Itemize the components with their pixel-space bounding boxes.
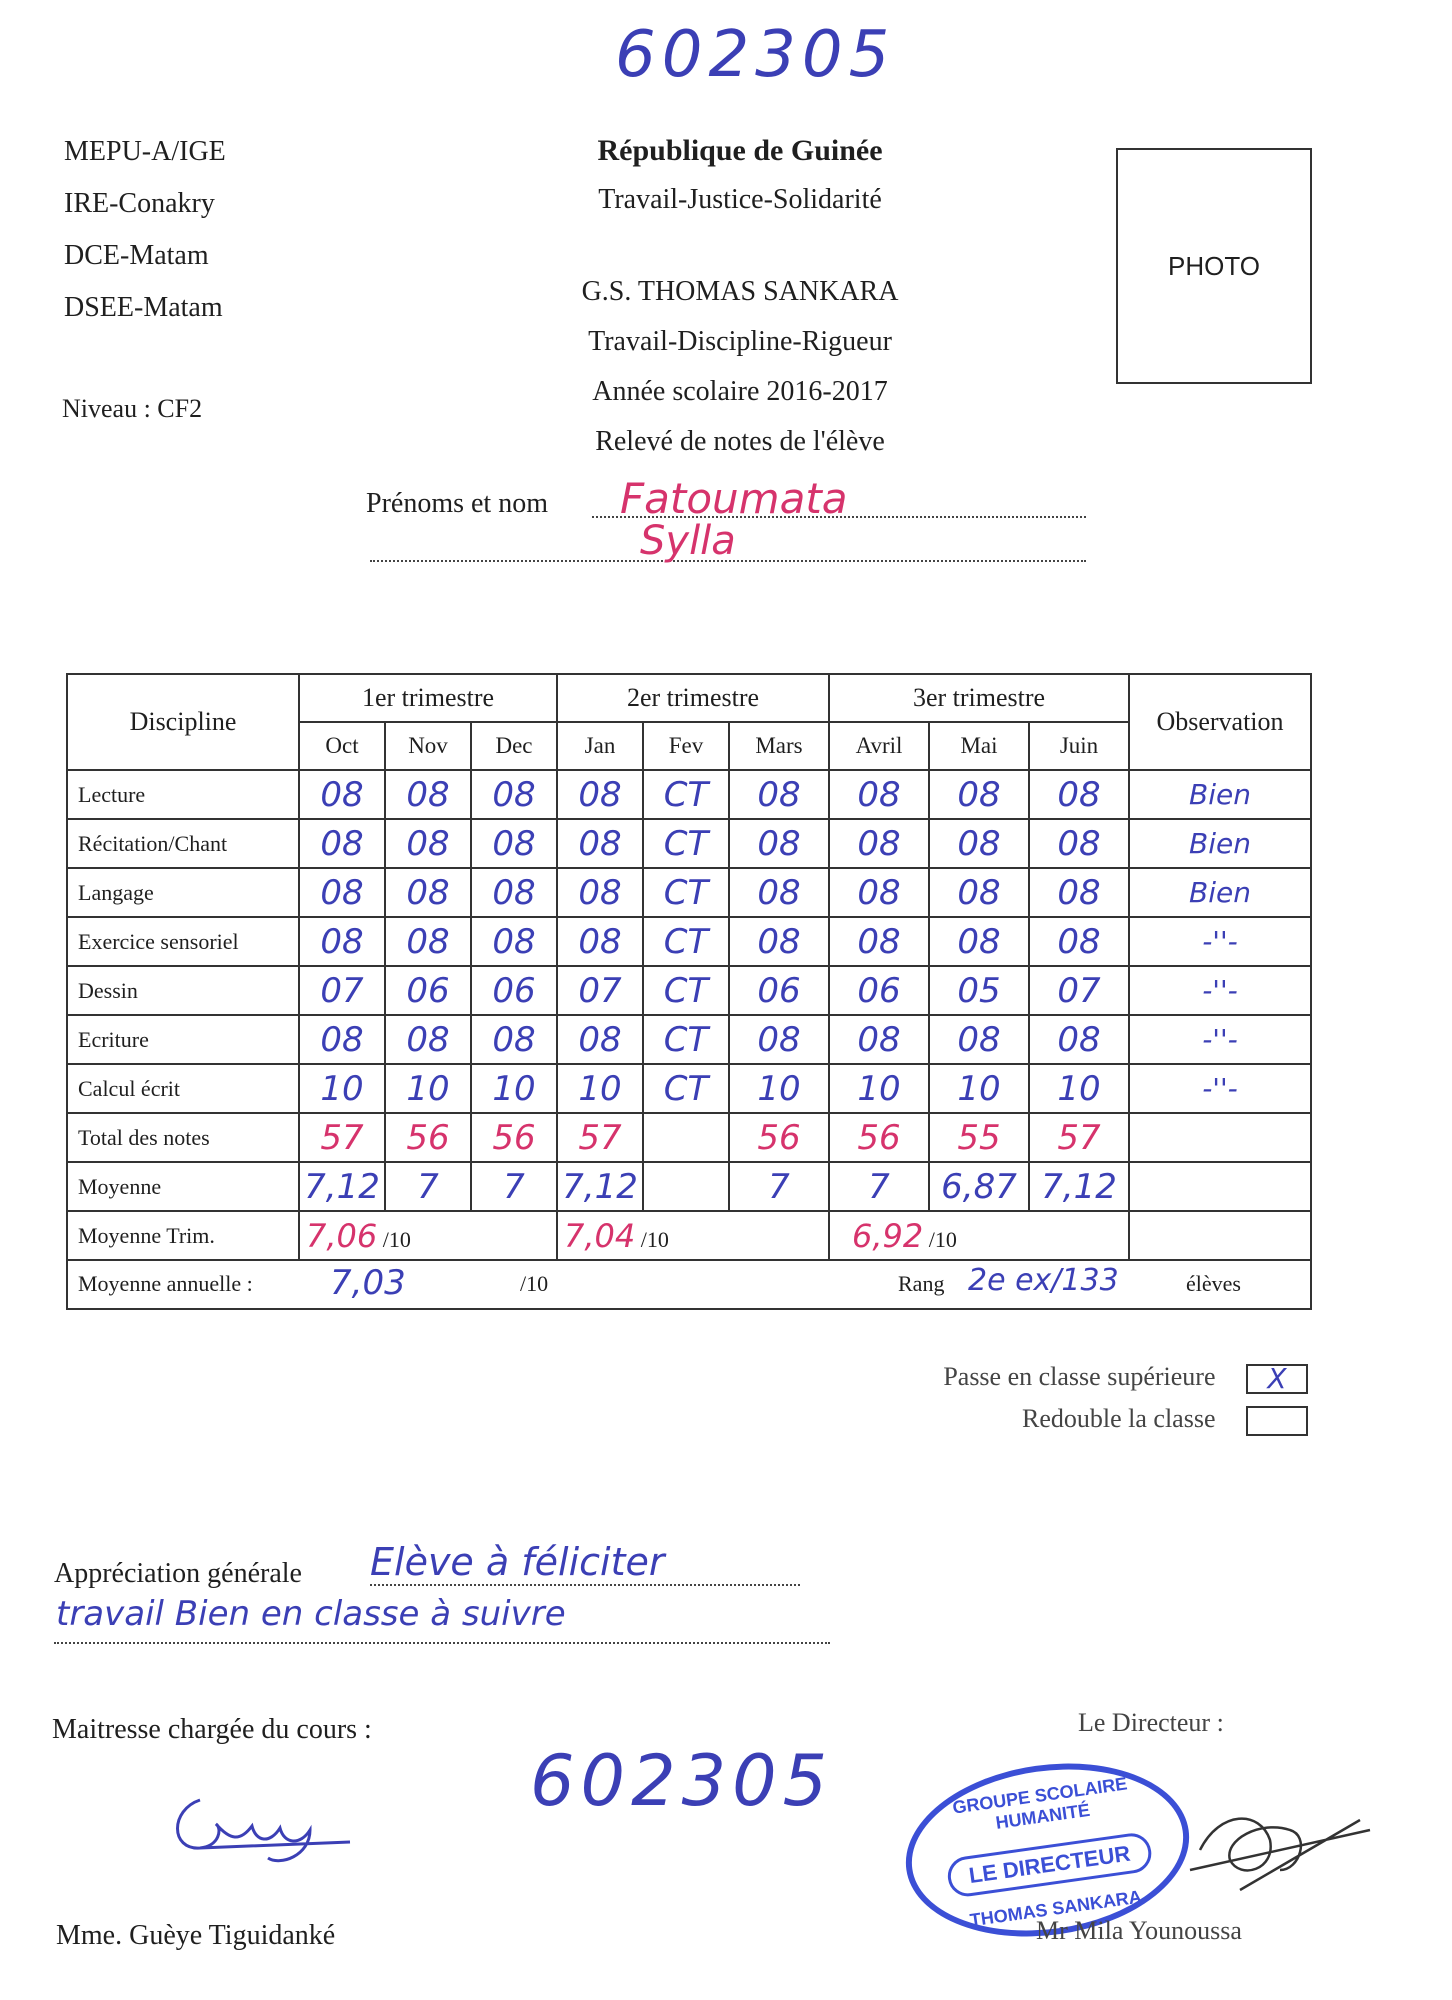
document-title: Relevé de notes de l'élève (595, 426, 885, 457)
total-cell: 56 (829, 1113, 929, 1162)
grade-cell: 10 (299, 1064, 385, 1113)
obs-empty (1129, 1162, 1311, 1211)
grade-cell: 08 (929, 819, 1029, 868)
subject-name: Ecriture (67, 1015, 299, 1064)
moyenne-cell: 7 (385, 1162, 471, 1211)
grade-cell: 08 (1029, 1015, 1129, 1064)
month-header: Oct (299, 722, 385, 770)
subject-row (67, 770, 1311, 819)
out-of-label: /10 (640, 1226, 669, 1252)
grade-cell: 08 (471, 770, 557, 819)
grade-cell: 06 (729, 966, 829, 1015)
month-header: Jan (557, 722, 643, 770)
grade-cell: 08 (557, 1015, 643, 1064)
teacher-signature-icon (160, 1780, 360, 1870)
stamp-middle-text: LE DIRECTEUR (946, 1831, 1154, 1899)
grade-cell: 10 (557, 1064, 643, 1113)
trimester-header: 2er trimestre (557, 674, 829, 722)
grade-cell: 10 (1029, 1064, 1129, 1113)
rang-value: 2e ex/133 (968, 1263, 1119, 1298)
grade-cell: 08 (1029, 770, 1129, 819)
observation-cell: -''- (1129, 917, 1311, 966)
grade-cell: 08 (1029, 819, 1129, 868)
observation-cell: Bien (1129, 770, 1311, 819)
grade-cell: 08 (829, 770, 929, 819)
moyenne-cell: 7 (829, 1162, 929, 1211)
month-header: Juin (1029, 722, 1129, 770)
observation-cell: Bien (1129, 868, 1311, 917)
republic-title: République de Guinée (597, 134, 883, 167)
total-cell: 57 (299, 1113, 385, 1162)
grade-cell: CT (643, 1015, 729, 1064)
ministry-line: DSEE-Matam (64, 292, 223, 323)
grade-cell: 06 (471, 966, 557, 1015)
moyenne-trim-row (67, 1211, 1311, 1260)
grade-cell: 08 (829, 917, 929, 966)
grade-cell: 10 (385, 1064, 471, 1113)
grade-cell: 08 (729, 770, 829, 819)
stamp-top-text: GROUPE SCOLAIRE HUMANITÉ (951, 1773, 1129, 1833)
grade-cell: 08 (385, 917, 471, 966)
total-cell (643, 1113, 729, 1162)
observation-cell: -''- (1129, 1064, 1311, 1113)
moyenne-trim-cell (829, 1211, 1129, 1260)
subject-name: Exercice sensoriel (67, 917, 299, 966)
appreciation-dotline-2 (54, 1640, 830, 1644)
grade-cell: 08 (829, 868, 929, 917)
grade-cell: 08 (471, 1015, 557, 1064)
grade-cell: 08 (829, 1015, 929, 1064)
subject-name: Langage (67, 868, 299, 917)
photo-box (1116, 148, 1312, 384)
grades-table (66, 673, 1312, 1310)
observation-cell: Bien (1129, 819, 1311, 868)
teacher-label: Maitresse chargée du cours : (52, 1714, 372, 1745)
subject-row (67, 868, 1311, 917)
moyenne-trim-cell (557, 1211, 829, 1260)
observation-cell: -''- (1129, 966, 1311, 1015)
appreciation-dotline-1 (370, 1582, 800, 1586)
eleves-label: élèves (1186, 1271, 1241, 1296)
trimester-header: 1er trimestre (299, 674, 557, 722)
grade-cell: 10 (829, 1064, 929, 1113)
rang-label: Rang (898, 1271, 945, 1296)
grade-cell: 08 (557, 917, 643, 966)
moyenne-trim-label: Moyenne Trim. (67, 1211, 299, 1260)
subject-name: Lecture (67, 770, 299, 819)
grade-cell: 08 (299, 917, 385, 966)
republic-motto: Travail-Justice-Solidarité (598, 184, 882, 215)
total-cell: 56 (729, 1113, 829, 1162)
grade-cell: CT (643, 917, 729, 966)
grade-cell: 08 (385, 868, 471, 917)
grade-cell: 08 (557, 868, 643, 917)
moyenne-cell: 7 (729, 1162, 829, 1211)
pass-mark: X (1267, 1362, 1287, 1396)
director-signature-icon (1180, 1790, 1380, 1920)
moyenne-row (67, 1162, 1311, 1211)
school-name: G.S. THOMAS SANKARA (581, 276, 899, 307)
grade-cell: 06 (385, 966, 471, 1015)
month-header: Fev (643, 722, 729, 770)
obs-empty (1129, 1211, 1311, 1260)
discipline-header: Discipline (67, 674, 299, 770)
subject-row (67, 917, 1311, 966)
out-of-label: /10 (382, 1226, 411, 1252)
grade-cell: 08 (557, 770, 643, 819)
moyenne-label: Moyenne (67, 1162, 299, 1211)
grade-cell: 06 (829, 966, 929, 1015)
moyenne-cell: 7,12 (1029, 1162, 1129, 1211)
moyenne-annuelle-value: 7,03 (330, 1263, 406, 1303)
moyenne-annuelle-label: Moyenne annuelle : (78, 1271, 253, 1296)
ministry-line: IRE-Conakry (64, 188, 215, 219)
ministry-line: DCE-Matam (64, 240, 209, 271)
trimester-header: 3er trimestre (829, 674, 1129, 722)
subject-row (67, 1015, 1311, 1064)
stamp-bottom-text: THOMAS SANKARA (968, 1886, 1143, 1931)
grade-cell: 08 (929, 1015, 1029, 1064)
grade-cell: 08 (729, 868, 829, 917)
grade-cell: 08 (829, 819, 929, 868)
total-cell: 56 (471, 1113, 557, 1162)
moyenne-cell: 7,12 (299, 1162, 385, 1211)
moyenne-trim-value: 7,04 (564, 1216, 636, 1255)
pass-checkbox[interactable] (1246, 1364, 1308, 1394)
grade-cell: 08 (385, 770, 471, 819)
grade-cell: 08 (729, 819, 829, 868)
observation-cell: -''- (1129, 1015, 1311, 1064)
moyenne-annuelle-row (67, 1260, 1311, 1309)
grade-cell: CT (643, 819, 729, 868)
grade-cell: 08 (471, 868, 557, 917)
month-header: Avril (829, 722, 929, 770)
grade-cell: 08 (385, 1015, 471, 1064)
total-row (67, 1113, 1311, 1162)
grade-cell: 08 (471, 917, 557, 966)
grade-cell: 10 (471, 1064, 557, 1113)
grade-cell: 08 (929, 917, 1029, 966)
total-label: Total des notes (67, 1113, 299, 1162)
grade-cell: 08 (299, 819, 385, 868)
out-of-label: /10 (520, 1271, 549, 1296)
total-cell: 57 (557, 1113, 643, 1162)
repeat-row (850, 1404, 1308, 1436)
moyenne-cell (643, 1162, 729, 1211)
pass-label: Passe en classe supérieure (943, 1362, 1216, 1391)
grade-cell: CT (643, 770, 729, 819)
grade-cell: 08 (471, 819, 557, 868)
grade-cell: 08 (299, 1015, 385, 1064)
observation-header: Observation (1129, 674, 1311, 770)
ministry-line: MEPU-A/IGE (64, 136, 226, 167)
student-first-name: Fatoumata (620, 474, 848, 523)
grade-cell: 08 (1029, 917, 1129, 966)
total-cell: 57 (1029, 1113, 1129, 1162)
total-cell: 56 (385, 1113, 471, 1162)
appreciation-line-1: Elève à féliciter (370, 1540, 665, 1584)
teacher-name: Mme. Guèye Tiguidanké (56, 1920, 336, 1951)
school-motto: Travail-Discipline-Rigueur (588, 326, 892, 357)
photo-label: PHOTO (1168, 250, 1260, 281)
grade-cell: 08 (729, 1015, 829, 1064)
grade-cell: CT (643, 966, 729, 1015)
moyenne-annuelle-cell (67, 1260, 1311, 1309)
moyenne-trim-cell (299, 1211, 557, 1260)
niveau-label: Niveau : CF2 (62, 394, 203, 423)
center-header (440, 134, 1040, 476)
moyenne-trim-value: 6,92 (852, 1216, 924, 1255)
subject-row (67, 819, 1311, 868)
grade-cell: 08 (1029, 868, 1129, 917)
grade-cell: 08 (299, 868, 385, 917)
grade-cell: 08 (299, 770, 385, 819)
pass-row (850, 1362, 1308, 1394)
subject-name: Dessin (67, 966, 299, 1015)
director-label: Le Directeur : (1078, 1708, 1224, 1737)
grade-cell: 08 (729, 917, 829, 966)
appreciation-line-2: travail Bien en classe à suivre (56, 1594, 566, 1634)
moyenne-trim-value: 7,06 (306, 1216, 378, 1255)
moyenne-cell: 6,87 (929, 1162, 1029, 1211)
grade-cell: 07 (557, 966, 643, 1015)
director-name: Mr Mila Younoussa (1036, 1916, 1242, 1945)
student-last-name: Sylla (640, 518, 736, 564)
grade-cell: 10 (929, 1064, 1029, 1113)
month-header: Dec (471, 722, 557, 770)
subject-row (67, 966, 1311, 1015)
school-year: Année scolaire 2016-2017 (592, 376, 888, 407)
subject-name: Récitation/Chant (67, 819, 299, 868)
grade-cell: 05 (929, 966, 1029, 1015)
grade-cell: 10 (729, 1064, 829, 1113)
serial-number-top: 602305 (615, 18, 896, 92)
moyenne-cell: 7 (471, 1162, 557, 1211)
appreciation-label: Appréciation générale (54, 1558, 302, 1589)
obs-empty (1129, 1113, 1311, 1162)
repeat-checkbox[interactable] (1246, 1406, 1308, 1436)
grade-cell: 08 (929, 770, 1029, 819)
subject-row (67, 1064, 1311, 1113)
ministry-header (64, 136, 226, 344)
moyenne-cell: 7,12 (557, 1162, 643, 1211)
grade-cell: 08 (385, 819, 471, 868)
grade-cell: 07 (1029, 966, 1129, 1015)
grade-cell: CT (643, 1064, 729, 1113)
repeat-label: Redouble la classe (1022, 1404, 1216, 1433)
grade-cell: 08 (557, 819, 643, 868)
out-of-label: /10 (928, 1226, 957, 1252)
grade-cell: CT (643, 868, 729, 917)
month-header: Mai (929, 722, 1029, 770)
subject-name: Calcul écrit (67, 1064, 299, 1113)
month-header: Mars (729, 722, 829, 770)
student-name-label: Prénoms et nom (366, 488, 548, 519)
total-cell: 55 (929, 1113, 1029, 1162)
month-header: Nov (385, 722, 471, 770)
grade-cell: 08 (929, 868, 1029, 917)
serial-number-bottom: 602305 (530, 1740, 834, 1822)
grade-cell: 07 (299, 966, 385, 1015)
